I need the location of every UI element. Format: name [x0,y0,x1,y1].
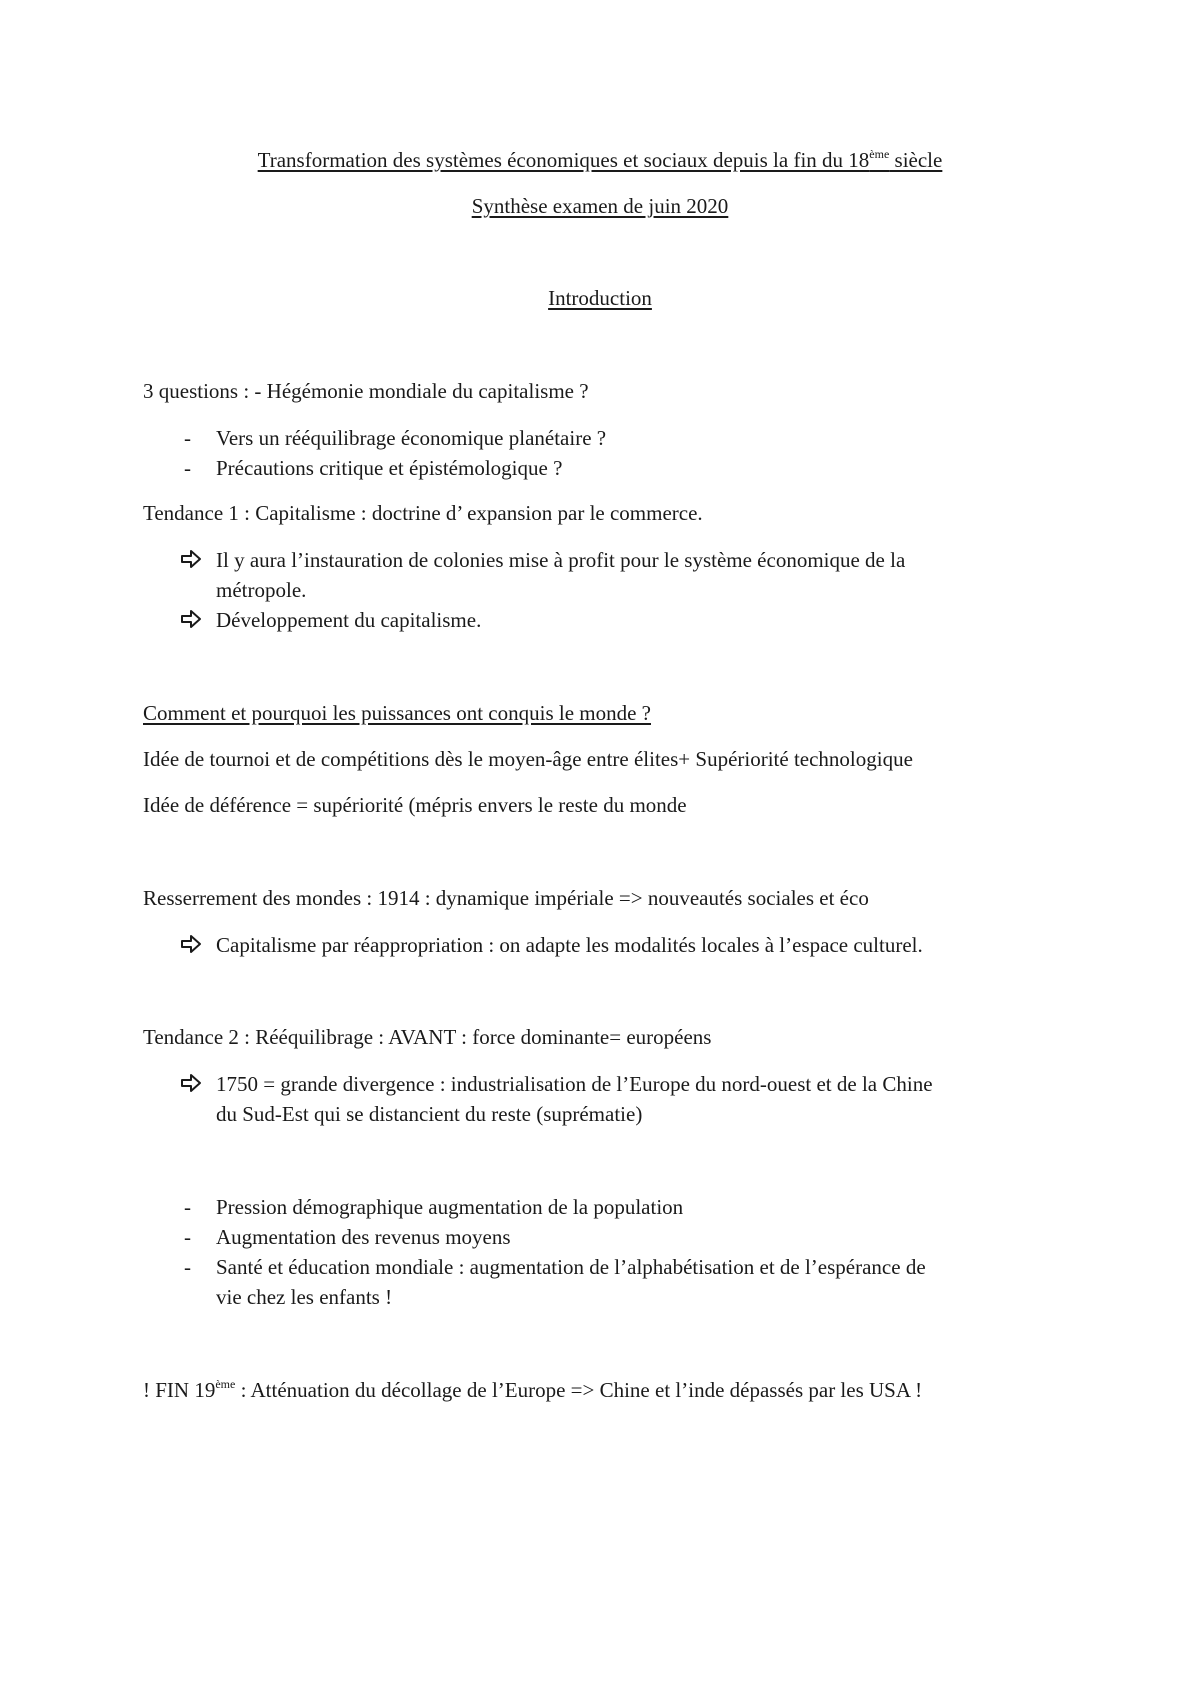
fin-end: : Atténuation du décollage de l’Europe => Chine et l’inde dépassés par les USA ! [235,1378,923,1402]
document-subtitle-wrap [0,191,1200,221]
tendance-1-line: Tendance 1 : Capitalisme : doctrine d’ expansion par le commerce. [143,501,703,525]
fin-start: ! FIN 19 [143,1378,216,1402]
dash-marker: - [184,426,191,450]
tendance-2-arrow-line-2: du Sud-Est qui se distancient du reste (suprématie) [216,1102,643,1126]
document-subtitle: Synthèse examen de juin 2020 [471,194,729,218]
arrow-right-icon [180,933,202,955]
title-text: Transformation des systèmes économiques et sociaux depuis la fin du 18 [257,148,870,172]
document-title [0,145,1200,175]
fin-line [143,1375,922,1405]
section-intro-wrap [0,283,1200,313]
question-2: Vers un rééquilibrage économique planétaire ? [216,426,607,450]
bullet-demographie: Pression démographique augmentation de la population [216,1195,684,1219]
dash-marker: - [184,1225,191,1249]
bullet-revenus: Augmentation des revenus moyens [216,1225,511,1249]
section-intro-heading: Introduction [548,286,652,310]
bullet-sante-line-2: vie chez les enfants ! [216,1285,393,1309]
title-end-text: siècle [889,148,943,172]
resserrement-line: Resserrement des mondes : 1914 : dynamique impériale => nouveautés sociales et éco [143,886,869,910]
arrow-1-line-1: Il y aura l’instauration de colonies mise à profit pour le système économique de la [216,548,906,572]
tendance-2-arrow-line-1: 1750 = grande divergence : industrialisation de l’Europe du nord-ouest et de la Chine [216,1072,933,1096]
bullet-sante-line-1: Santé et éducation mondiale : augmentation de l’alphabétisation et de l’espérance de [216,1255,926,1279]
tendance-2-line: Tendance 2 : Rééquilibrage : AVANT : force dominante= européens [143,1025,712,1049]
conquest-line-2: Idée de déférence = supériorité (mépris envers le reste du monde [143,793,687,817]
resserrement-arrow-line: Capitalisme par réappropriation : on adapte les modalités locales à l’espace culturel. [216,933,923,957]
conquest-heading: Comment et pourquoi les puissances ont conquis le monde ? [143,701,651,725]
arrow-right-icon [180,608,202,630]
questions-line: 3 questions : - Hégémonie mondiale du capitalisme ? [143,379,589,403]
arrow-right-icon [180,548,202,570]
question-3: Précautions critique et épistémologique ? [216,456,563,480]
fin-superscript: ème [215,1377,236,1391]
dash-marker: - [184,1255,191,1279]
arrow-2-line: Développement du capitalisme. [216,608,482,632]
dash-marker: - [184,456,191,480]
title-superscript: ème [869,147,890,161]
arrow-1-line-2: métropole. [216,578,307,602]
arrow-right-icon [180,1072,202,1094]
conquest-line-1: Idée de tournoi et de compétitions dès le moyen-âge entre élites+ Supériorité technologique [143,747,913,771]
dash-marker: - [184,1195,191,1219]
